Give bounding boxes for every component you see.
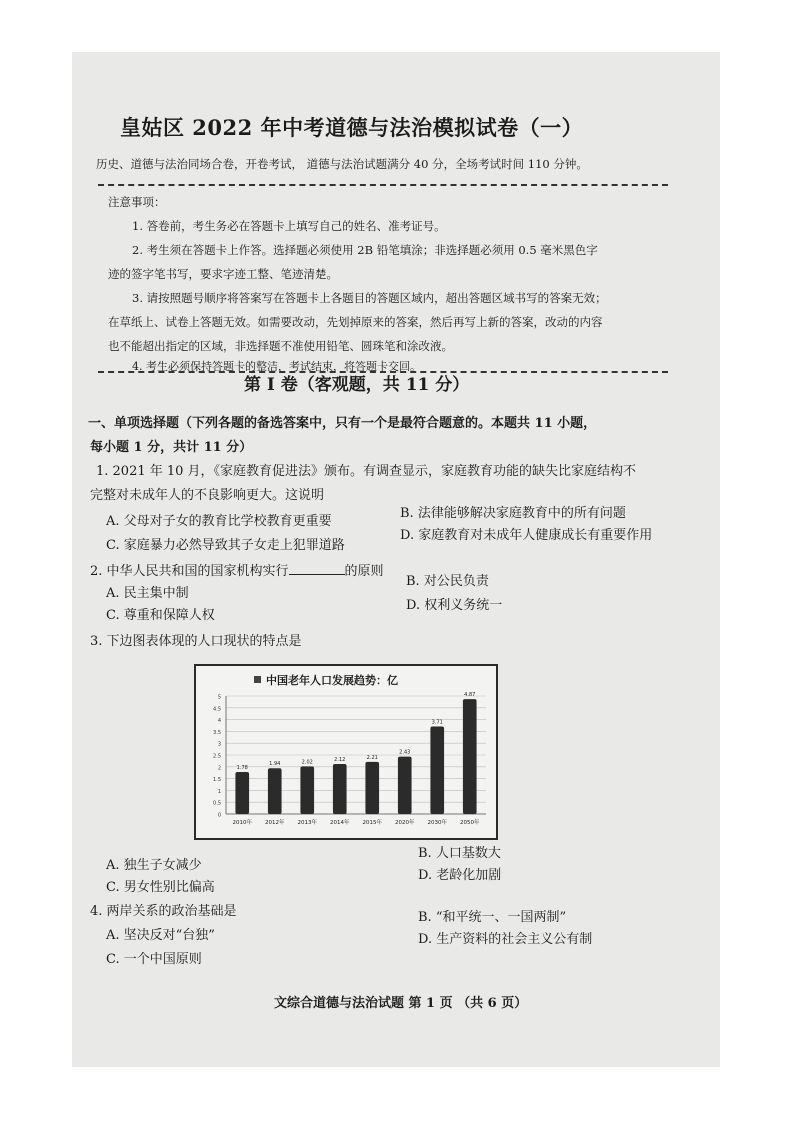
section-title: 第 I 卷（客观题，共 11 分） xyxy=(244,375,470,395)
x-tick-label: 2050年 xyxy=(460,820,480,826)
q2-option-b: B. 对公民负责 xyxy=(406,574,489,589)
q4-option-b: B. “和平统一、一国两制” xyxy=(418,910,567,925)
q1-option-a: A. 父母对子女的教育比学校教育更重要 xyxy=(106,514,332,529)
q2-option-d: D. 权利义务统一 xyxy=(406,598,503,613)
y-tick-label: 1 xyxy=(217,788,221,795)
q2-stem-post: 的原则 xyxy=(344,564,384,579)
bar xyxy=(398,757,412,814)
bar xyxy=(430,726,444,814)
y-tick-label: 2.5 xyxy=(213,753,221,760)
notice-line: 在草纸上、试卷上答题无效。如需要改动，先划掉原来的答案，然后再写上新的答案，改动的内容 xyxy=(108,315,603,329)
notice-line: 也不能超出指定的区域，非选择题不准使用铅笔、圆珠笔和涂改液。 xyxy=(108,339,453,353)
q3-option-a: A. 独生子女减少 xyxy=(106,858,202,873)
notice-heading: 注意事项： xyxy=(108,195,166,209)
q1-stem: 1. 2021 年 10 月，《家庭教育促进法》颁布。有调查显示，家庭教育功能的缺失比家庭结构不 xyxy=(96,464,637,479)
bar xyxy=(235,772,249,814)
q2-stem-pre: 2. 中华人民共和国的国家机构实行 xyxy=(90,564,289,579)
y-tick-label: 3.5 xyxy=(213,729,221,736)
notice-line: 1. 答卷前，考生务必在答题卡上填写自己的姓名、准考证号。 xyxy=(132,219,446,233)
bar-value-label: 2.43 xyxy=(399,749,411,756)
notice-line: 迹的签字笔书写，要求字迹工整、笔迹清楚。 xyxy=(108,267,338,281)
q4-option-d: D. 生产资料的社会主义公有制 xyxy=(418,932,593,947)
q3-stem: 3. 下边图表体现的人口现状的特点是 xyxy=(90,634,302,649)
bar-value-label: 1.78 xyxy=(236,764,248,771)
x-tick-label: 2015年 xyxy=(362,820,382,826)
page-footer: 文综合道德与法治试题 第 1 页 （共 6 页） xyxy=(274,996,528,1011)
q2-option-a: A. 民主集中制 xyxy=(106,586,189,601)
x-tick-label: 2013年 xyxy=(297,820,317,826)
y-tick-label: 5 xyxy=(217,694,221,701)
q1-option-d: D. 家庭教育对未成年人健康成长有重要作用 xyxy=(400,528,653,543)
q1-option-b: B. 法律能够解决家庭教育中的所有问题 xyxy=(400,506,626,521)
exam-meta: 历史、道德与法治同场合卷，开卷考试， 道德与法治试题满分 40 分，全场考试时间 110 分钟。 xyxy=(96,157,588,171)
part1-heading-cont: 每小题 1 分，共计 11 分） xyxy=(90,440,253,455)
y-tick-label: 4.5 xyxy=(213,706,221,713)
q2-blank xyxy=(289,562,345,575)
exam-title: 皇姑区 2022 年中考道德与法治模拟试卷（一） xyxy=(120,115,584,140)
notice-line: 3. 请按照题号顺序将答案写在答题卡上各题目的答题区域内，超出答题区域书写的答案无效； xyxy=(132,291,607,305)
bar xyxy=(365,762,379,814)
part1-heading: 一、单项选择题（下列各题的备选答案中，只有一个是最符合题意的。本题共 11 小题， xyxy=(88,416,597,431)
y-tick-label: 3 xyxy=(217,741,221,748)
q2-option-c: C. 尊重和保障人权 xyxy=(106,608,215,623)
bar xyxy=(300,766,314,814)
notice-box xyxy=(98,184,668,373)
q3-option-c: C. 男女性别比偏高 xyxy=(106,880,215,895)
bar xyxy=(268,768,282,814)
q3-option-b: B. 人口基数大 xyxy=(418,846,501,861)
q1-stem-cont: 完整对未成年人的不良影响更大。这说明 xyxy=(90,488,325,503)
bar-value-label: 1.94 xyxy=(269,761,281,768)
population-bar-chart xyxy=(196,666,496,838)
x-tick-label: 2012年 xyxy=(265,820,285,826)
x-tick-label: 2014年 xyxy=(330,820,350,826)
q4-option-c: C. 一个中国原则 xyxy=(106,952,202,967)
x-tick-label: 2010年 xyxy=(232,820,252,826)
q3-option-d: D. 老龄化加剧 xyxy=(418,868,502,883)
y-tick-label: 4 xyxy=(217,718,221,725)
bar-value-label: 4.87 xyxy=(464,692,476,699)
notice-line: 2. 考生须在答题卡上作答。选择题必须使用 2B 铅笔填涂；非选择题必须用 0.5 毫米黑色字 xyxy=(132,243,598,257)
bar-value-label: 2.02 xyxy=(301,759,313,766)
q1-option-c: C. 家庭暴力必然导致其子女走上犯罪道路 xyxy=(106,538,345,553)
y-tick-label: 0.5 xyxy=(213,800,221,807)
bar-value-label: 2.21 xyxy=(366,754,378,761)
legend-marker xyxy=(254,676,261,683)
chart-title: 中国老年人口发展趋势：亿 xyxy=(266,674,398,687)
q2-stem xyxy=(90,560,384,579)
notice-line: 4. 考生必须保持答题卡的整洁，考试结束，将答题卡交回。 xyxy=(132,360,421,373)
bar xyxy=(463,699,477,814)
population-chart-frame xyxy=(194,664,498,840)
bar-value-label: 2.12 xyxy=(334,756,346,763)
y-tick-label: 2 xyxy=(217,765,221,772)
exam-paper-scan xyxy=(72,52,720,1067)
x-tick-label: 2020年 xyxy=(395,820,415,826)
y-tick-label: 0 xyxy=(217,812,221,819)
x-tick-label: 2030年 xyxy=(427,820,447,826)
q4-stem: 4. 两岸关系的政治基础是 xyxy=(90,904,237,919)
bar-value-label: 3.71 xyxy=(431,719,443,726)
q4-option-a: A. 坚决反对“台独” xyxy=(106,928,215,943)
bar xyxy=(333,764,347,814)
y-tick-label: 1.5 xyxy=(213,777,221,784)
